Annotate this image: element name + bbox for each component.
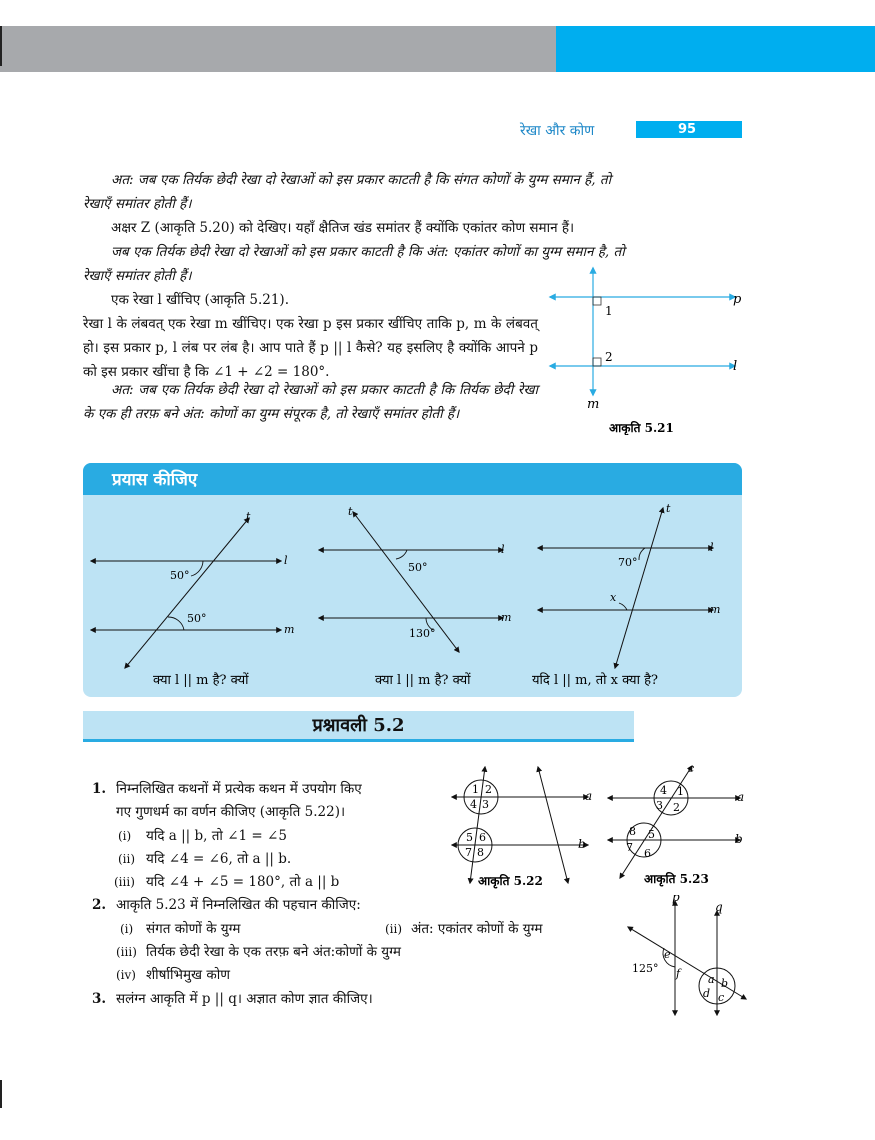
- angle-num: 3: [482, 798, 489, 811]
- label-a: a: [585, 789, 593, 803]
- q1-item-number: (ii): [118, 852, 136, 866]
- label-c: c: [718, 991, 725, 1004]
- angle-num: 5: [648, 828, 655, 841]
- label-m: m: [587, 397, 600, 412]
- paragraph-1: अत: जब एक तिर्यक छेदी रेखा दो रेखाओं को इस प्रकार काटती है कि संगत कोणों के युग्म समान हैं, तो रेखाएँ समांतर होती हैं।: [83, 172, 612, 212]
- label-l: l: [710, 541, 714, 554]
- q1-item-number: (i): [118, 829, 132, 843]
- angle-num: 2: [485, 783, 492, 796]
- q2-item-number: (i): [120, 922, 134, 936]
- angle-num: 6: [479, 831, 486, 844]
- angle-num: 8: [629, 825, 636, 838]
- label-f: f: [676, 967, 681, 980]
- q2-number: 2.: [92, 897, 107, 913]
- q1-item-number: (iii): [114, 875, 135, 889]
- crop-mark: [0, 1080, 2, 1108]
- right-angle-mark: [593, 358, 601, 366]
- label-m: m: [710, 603, 721, 616]
- paragraph-2: अक्षर Z (आकृति 5.20) को देखिए। यहाँ क्षैतिज खंड समांतर हैं क्योंकि एकांतर कोण समान हैं।: [111, 220, 575, 236]
- q2-item: शीर्षाभिमुख कोण: [146, 967, 230, 983]
- q1-number: 1.: [92, 781, 107, 797]
- label-d: d: [703, 987, 711, 1000]
- paragraph-5: रेखा l के लंबवत् एक रेखा m खींचिए। एक रेखा p इस प्रकार खींचिए ताकि p, m के लंबवत् हो। इस प्रकार p, l लंब पर लंब है। आप पाते हैं p || l कैसे? यह इसलिए है क्योंकि आपने p को इस प्रकार खींचा है कि ∠1 + ∠2 = 180°.: [83, 316, 538, 380]
- figure-5-22: [440, 765, 610, 895]
- angle-label: 50°: [408, 561, 428, 574]
- q1-item: यदि a || b, तो ∠1 = ∠5: [146, 828, 287, 844]
- question-label: क्या l || m है? क्यों: [153, 673, 249, 688]
- q1-item: यदि ∠4 = ∠6, तो a || b.: [146, 851, 292, 867]
- angle-label: 50°: [187, 612, 207, 625]
- label-b: b: [735, 832, 743, 846]
- header-blue-band: [556, 26, 875, 72]
- angle-label: x: [610, 591, 617, 604]
- q2-text: आकृति 5.23 में निम्नलिखित की पहचान कीजिए:: [116, 897, 361, 913]
- header-gray-band: [0, 26, 556, 72]
- angle-num: 1: [472, 783, 479, 796]
- q2-item: अंत: एकांतर कोणों के युग्म: [411, 921, 543, 937]
- label-q: q: [715, 900, 723, 914]
- figure-q3: [620, 895, 760, 1025]
- label-p: p: [672, 895, 680, 904]
- try-figure-3: [532, 502, 720, 688]
- angle-num: 4: [660, 784, 667, 797]
- q1-item: यदि ∠4 + ∠5 = 180°, तो a || b: [146, 874, 340, 890]
- angle-1-label: 1: [605, 304, 613, 318]
- angle-label: 125°: [632, 962, 659, 975]
- angle-num: 2: [673, 801, 680, 814]
- angle-num: 1: [677, 785, 684, 798]
- figure-caption: आकृति 5.22: [478, 874, 543, 888]
- paragraph-3: जब एक तिर्यक छेदी रेखा दो रेखाओं को इस प्रकार काटती है कि अंत: एकांतर कोणों का युग्म समान है, तो रेखाएँ समांतर होती हैं।: [83, 244, 625, 284]
- label-m: m: [501, 611, 512, 624]
- angle-num: 4: [470, 798, 477, 811]
- right-angle-mark: [593, 297, 601, 305]
- q2-item-number: (iv): [116, 968, 136, 982]
- q3-text: सलंग्न आकृति में p || q। अज्ञात कोण ज्ञात कीजिए।: [116, 991, 373, 1007]
- question-label: यदि l || m, तो x क्या है?: [532, 673, 658, 688]
- label-a: a: [708, 973, 715, 986]
- q2-item: संगत कोणों के युग्म: [146, 921, 241, 937]
- angle-label: 130°: [409, 627, 436, 640]
- angle-num: 6: [644, 847, 651, 860]
- q2-item-number: (ii): [385, 922, 403, 936]
- angle-2-label: 2: [605, 350, 613, 364]
- label-b: b: [721, 977, 729, 990]
- q2-item: तिर्यक छेदी रेखा के एक तरफ़ बने अंत:कोणों के युग्म: [146, 944, 401, 960]
- label-c: c: [688, 762, 695, 775]
- angle-num: 7: [626, 841, 633, 854]
- q1-text-line2: गए गुणधर्म का वर्णन कीजिए (आकृति 5.22)।: [116, 804, 346, 820]
- angle-num: 7: [465, 846, 472, 859]
- crop-mark: [0, 26, 2, 66]
- label-m: m: [284, 623, 295, 636]
- q3-number: 3.: [92, 991, 107, 1007]
- figure-5-23: [600, 762, 750, 892]
- label-e: e: [664, 948, 671, 961]
- paragraph-4: एक रेखा l खींचिए (आकृति 5.21).: [111, 292, 289, 308]
- label-l: l: [501, 543, 505, 556]
- label-t: t: [246, 510, 251, 523]
- label-a: a: [737, 790, 745, 804]
- q1-text-line1: निम्नलिखित कथनों में प्रत्येक कथन में उपयोग किए: [116, 781, 362, 797]
- q2-item-number: (iii): [116, 945, 137, 959]
- figure-caption: आकृति 5.23: [644, 872, 709, 886]
- label-t: t: [348, 505, 353, 518]
- angle-num: 8: [477, 846, 484, 859]
- label-b: b: [578, 837, 586, 851]
- label-p: p: [733, 292, 742, 307]
- try-it-title: प्रयास कीजिए: [112, 470, 198, 490]
- label-t: t: [666, 502, 671, 515]
- figure-caption: आकृति 5.21: [609, 421, 674, 435]
- angle-label: 50°: [170, 569, 190, 582]
- angle-num: 3: [656, 799, 663, 812]
- try-it-figures: [83, 500, 742, 695]
- question-label: क्या l || m है? क्यों: [375, 673, 471, 688]
- exercise-title: प्रश्नावली 5.2: [312, 715, 405, 736]
- chapter-title: रेखा और कोण: [520, 123, 595, 139]
- angle-label: 70°: [618, 556, 638, 569]
- try-figure-2: [319, 505, 511, 688]
- figure-5-21: [545, 260, 745, 435]
- paragraph-6: अत: जब एक तिर्यक छेदी रेखा दो रेखाओं को इस प्रकार काटती है कि तिर्यक छेदी रेखा के एक ही तरफ़ बने अंत: कोणों का युग्म संपूरक है, तो रेखाएँ समांतर होती हैं।: [83, 382, 538, 422]
- label-l: l: [733, 359, 738, 374]
- angle-num: 5: [466, 831, 473, 844]
- try-figure-1: [91, 510, 294, 688]
- page-number: 95: [636, 121, 742, 138]
- label-l: l: [284, 554, 288, 567]
